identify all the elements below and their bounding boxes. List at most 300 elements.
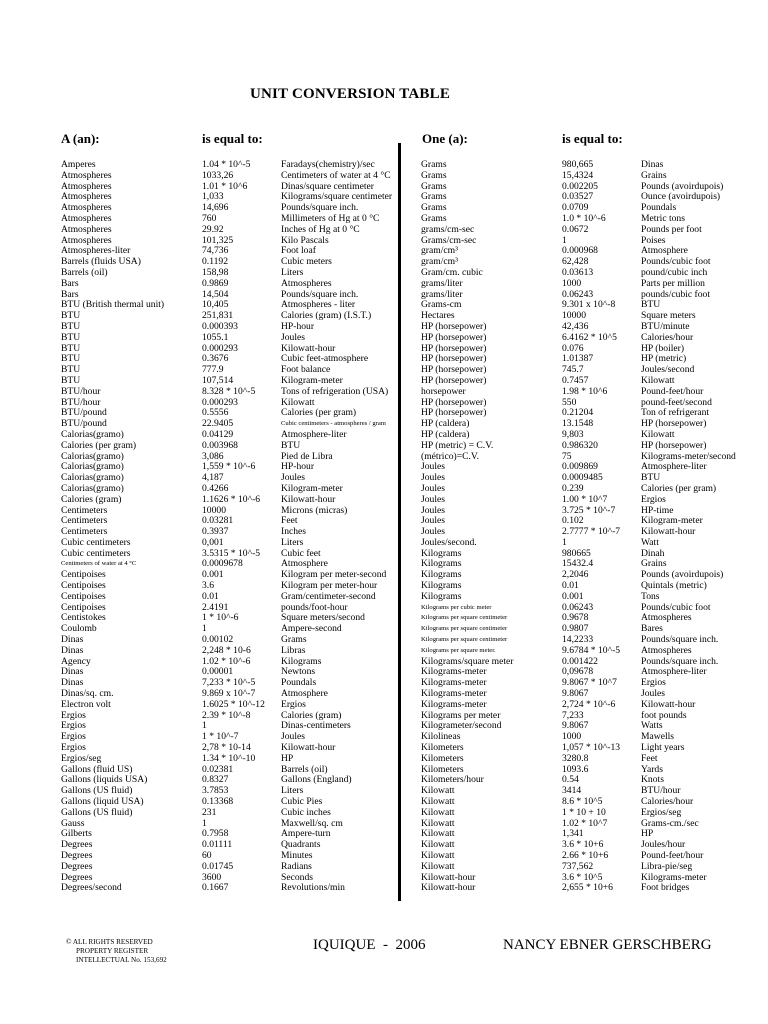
target-unit-cell: Kilo Pascals	[281, 234, 329, 246]
target-unit-cell: Kilowatt	[281, 396, 315, 408]
unit-cell: HP (horsepower)	[421, 320, 487, 332]
target-unit-cell: Watts	[641, 720, 663, 732]
target-unit-cell: Kilogram per meter-hour	[281, 580, 378, 592]
unit-cell: Degrees	[61, 871, 93, 883]
unit-cell: Grams	[421, 169, 447, 181]
target-unit-cell: Liters	[281, 266, 304, 278]
target-unit-cell: HP (horsepower)	[641, 418, 707, 430]
unit-cell: Joules	[421, 461, 445, 473]
unit-cell: Grams	[421, 191, 447, 203]
value-cell: 29.92	[202, 223, 224, 235]
target-unit-cell: Pied de Libra	[281, 450, 333, 462]
target-unit-cell: Yards	[641, 763, 663, 775]
value-cell: 1.6025 * 10^-12	[202, 698, 265, 710]
unit-cell: Atmospheres-liter	[61, 245, 131, 257]
value-cell: 0.0709	[562, 202, 589, 214]
target-unit-cell: Ampere-second	[281, 623, 342, 635]
value-cell: 8.328 * 10^-5	[202, 385, 256, 397]
unit-cell: Cubic centimeters	[61, 547, 131, 559]
value-cell: 1	[202, 817, 207, 829]
unit-cell: Kilograms per square centimeter	[421, 614, 508, 622]
unit-cell: Gallons (liquid USA)	[61, 796, 144, 808]
value-cell: 0.06243	[562, 601, 594, 613]
target-unit-cell: Watt	[641, 536, 659, 548]
target-unit-cell: Ampere-turn	[281, 828, 331, 840]
value-cell: 0.0009485	[562, 472, 603, 484]
target-unit-cell: Pounds/square inch.	[641, 655, 719, 667]
target-unit-cell: Joules	[281, 331, 305, 343]
value-cell: 737,562	[562, 860, 594, 872]
target-unit-cell: pounds/foot-hour	[281, 601, 348, 613]
target-unit-cell: Light years	[641, 742, 685, 754]
copyright-line: INTELLECTUAL No. 153,692	[76, 955, 167, 964]
unit-cell: Kilowatt	[421, 817, 455, 829]
value-cell: 3.6	[202, 580, 214, 592]
unit-cell: Calorias(gramo)	[61, 428, 124, 440]
target-unit-cell: Joules	[281, 731, 305, 743]
unit-cell: Kilograms	[421, 590, 462, 602]
value-cell: 0.01111	[202, 839, 233, 851]
target-unit-cell: Dinas	[641, 159, 664, 170]
target-unit-cell: Maxwell/sq. cm	[281, 817, 343, 829]
unit-cell: Centimeters	[61, 515, 108, 527]
unit-cell: Joules	[421, 493, 445, 505]
left-conversion-row	[61, 225, 401, 236]
value-cell: 3.725 * 10^-7	[562, 504, 616, 516]
right-conversion-row	[421, 570, 761, 581]
unit-cell: Atmospheres	[61, 191, 112, 203]
value-cell: 0.9869	[202, 277, 229, 289]
target-unit-cell: Foot balance	[281, 364, 331, 376]
value-cell: 10000	[202, 504, 226, 516]
column-divider	[398, 143, 401, 901]
left-conversion-row	[61, 495, 401, 506]
target-unit-cell: Inches of Hg at 0 °C	[281, 223, 360, 235]
target-unit-cell: Kilowatt-hour	[281, 342, 336, 354]
target-unit-cell: Ergios/seg	[641, 806, 682, 818]
value-cell: 0.01	[562, 580, 579, 592]
target-unit-cell: pound/cubic inch	[641, 266, 708, 278]
target-unit-cell: Millimeters of Hg at 0 °C	[281, 212, 380, 224]
page-title: UNIT CONVERSION TABLE	[249, 86, 451, 102]
unit-cell: Coulomb	[61, 623, 97, 635]
target-unit-cell: Kilogram-meter	[641, 515, 703, 527]
left-conversion-row	[61, 354, 401, 365]
unit-cell: Kilowatt	[421, 796, 455, 808]
target-unit-cell: Centimeters of water at 4 °C	[281, 169, 391, 181]
value-cell: 14,696	[202, 202, 229, 214]
unit-cell: Amperes	[61, 159, 96, 170]
value-cell: 62,428	[562, 256, 589, 268]
value-cell: 1.00 * 10^7	[562, 493, 608, 505]
target-unit-cell: Atmosphere-liter	[641, 666, 707, 678]
target-unit-cell: BTU/minute	[641, 320, 690, 332]
unit-cell: Hectares	[421, 310, 455, 322]
target-unit-cell: Atmosphere-liter	[641, 461, 707, 473]
target-unit-cell: Kilograms	[281, 655, 322, 667]
unit-cell: Grams	[421, 212, 447, 224]
value-cell: 0.076	[562, 342, 584, 354]
target-unit-cell: HP	[641, 828, 654, 840]
copyright-notice	[66, 938, 167, 964]
unit-cell: Gauss	[61, 817, 85, 829]
value-cell: 9.8067 * 10^7	[562, 677, 617, 689]
unit-cell: Kilometers	[421, 752, 464, 764]
value-cell: 0.04129	[202, 428, 234, 440]
value-cell: 3.5315 * 10^-5	[202, 547, 261, 559]
target-unit-cell: Grams-cm./sec	[641, 817, 699, 829]
target-unit-cell: Kilograms-meter/second	[641, 450, 736, 462]
unit-cell: Atmospheres	[61, 180, 112, 192]
target-unit-cell: Faradays(chemistry)/sec	[281, 159, 375, 170]
target-unit-cell: Liters	[281, 536, 304, 548]
right-unit-header: One (a):	[422, 131, 468, 146]
value-cell: 3.6 * 10+6	[562, 839, 604, 851]
unit-cell: Degrees	[61, 839, 93, 851]
value-cell: 1000	[562, 277, 582, 289]
unit-cell: BTU/hour	[61, 396, 101, 408]
unit-cell: Centipoises	[61, 590, 106, 602]
right-conversion-column	[421, 160, 761, 894]
value-cell: 2,655 * 10+6	[562, 882, 613, 894]
value-cell: 0.4266	[202, 482, 229, 494]
right-conversion-row	[421, 862, 761, 873]
value-cell: 0,09678	[562, 666, 594, 678]
unit-cell: Kilowatt	[421, 860, 455, 872]
target-unit-cell: BTU	[641, 472, 661, 484]
right-conversion-row	[421, 581, 761, 592]
unit-cell: HP (horsepower)	[421, 353, 487, 365]
unit-cell: BTU/hour	[61, 385, 101, 397]
right-conversion-row	[421, 279, 761, 290]
target-unit-cell: Square meters/second	[281, 612, 365, 624]
value-cell: 1.02 * 10^-6	[202, 655, 251, 667]
value-cell: 777.9	[202, 364, 224, 376]
value-cell: 3,086	[202, 450, 224, 462]
unit-cell: Centimeters	[61, 526, 108, 538]
value-cell: 3414	[562, 785, 582, 797]
left-conversion-row	[61, 171, 401, 182]
unit-cell: Kilograms per cubic meter	[421, 603, 492, 611]
target-unit-cell: BTU/hour	[641, 785, 681, 797]
target-unit-cell: Kilogram per meter-second	[281, 569, 387, 581]
right-conversion-row	[421, 268, 761, 279]
target-unit-cell: Pounds/square inch.	[641, 634, 719, 646]
unit-cell: HP (horsepower)	[421, 374, 487, 386]
unit-cell: HP (horsepower)	[421, 364, 487, 376]
target-unit-cell: Ergios	[281, 698, 306, 710]
right-conversion-row	[421, 775, 761, 786]
unit-cell: Kilolineas	[421, 731, 461, 743]
value-cell: 10,405	[202, 299, 229, 311]
right-conversion-row	[421, 883, 761, 894]
target-unit-cell: Joules	[281, 472, 305, 484]
target-unit-cell: Tons	[641, 590, 660, 602]
value-cell: 1093.6	[562, 763, 589, 775]
target-unit-cell: Ton of refrigerant	[641, 407, 710, 419]
right-conversion-row	[421, 300, 761, 311]
unit-cell: Centimeters of water at 4 °C	[61, 560, 137, 568]
unit-cell: Calorias(gramo)	[61, 450, 124, 462]
left-conversion-row	[61, 808, 401, 819]
value-cell: 10000	[562, 310, 586, 322]
value-cell: 1.1626 * 10^-6	[202, 493, 261, 505]
value-cell: 0.00102	[202, 634, 234, 646]
unit-cell: Kilometers	[421, 742, 464, 754]
footer-place-year: IQUIQUE - 2006	[313, 937, 426, 953]
value-cell: 0.00001	[202, 666, 234, 678]
value-cell: 0.1192	[202, 256, 229, 268]
target-unit-cell: Microns (micras)	[281, 504, 348, 516]
unit-cell: grams/cm-sec	[421, 223, 475, 235]
unit-cell: Kilograms per square centimeter	[421, 625, 508, 633]
target-unit-cell: Ergios	[641, 677, 666, 689]
target-unit-cell: Pound-feet/hour	[641, 385, 704, 397]
unit-cell: Atmospheres	[61, 234, 112, 246]
unit-cell: Grams-cm	[421, 299, 462, 311]
value-cell: 0.5556	[202, 407, 229, 419]
target-unit-cell: HP-hour	[281, 320, 315, 332]
unit-cell: Calorias(gramo)	[61, 472, 124, 484]
unit-cell: Gallons (US fluid)	[61, 806, 133, 818]
value-cell: 0.000293	[202, 396, 238, 408]
unit-cell: Grams	[421, 159, 447, 170]
value-cell: 0.1667	[202, 882, 229, 894]
left-conversion-row	[61, 883, 401, 894]
target-unit-cell: Atmospheres	[641, 644, 692, 656]
unit-cell: HP (caldera)	[421, 418, 470, 430]
left-unit-header: A (an):	[61, 131, 100, 146]
left-value-header: is equal to:	[202, 131, 263, 146]
value-cell: 0.239	[562, 482, 584, 494]
unit-cell: Ergios	[61, 731, 86, 743]
unit-cell: Electron volt	[61, 698, 111, 710]
target-unit-cell: Kilograms-meter	[641, 871, 707, 883]
target-unit-cell: HP (metric)	[641, 353, 687, 365]
target-unit-cell: Kilowatt-hour	[641, 526, 696, 538]
value-cell: 3.7853	[202, 785, 229, 797]
value-cell: 0,001	[202, 536, 224, 548]
target-unit-cell: Kilograms/square centimeter	[281, 191, 393, 203]
unit-cell: Centipoises	[61, 601, 106, 613]
unit-cell: Kilograms	[421, 569, 462, 581]
unit-cell: horsepower	[421, 385, 466, 397]
footer-author: NANCY EBNER GERSCHBERG	[503, 937, 712, 953]
target-unit-cell: Mawells	[641, 731, 675, 743]
target-unit-cell: Gram/centimeter-second	[281, 590, 376, 602]
value-cell: 1.34 * 10^-10	[202, 752, 256, 764]
value-cell: 1	[202, 720, 207, 732]
target-unit-cell: Calories (gram) (I.S.T.)	[281, 310, 372, 322]
value-cell: 0.3937	[202, 526, 229, 538]
value-cell: 0.7457	[562, 374, 589, 386]
target-unit-cell: Atmosphere	[641, 245, 688, 257]
target-unit-cell: Foot bridges	[641, 882, 690, 894]
target-unit-cell: Ergios	[641, 493, 666, 505]
value-cell: 2,78 * 10-14	[202, 742, 251, 754]
unit-cell: Kilogrameter/second	[421, 720, 502, 732]
value-cell: 1	[562, 234, 567, 246]
target-unit-cell: Atmospheres	[641, 612, 692, 624]
unit-cell: Kilowatt	[421, 839, 455, 851]
target-unit-cell: Kilogram-meter	[281, 374, 343, 386]
target-unit-cell: Calories (per gram)	[641, 482, 717, 494]
right-conversion-row	[421, 819, 761, 830]
right-value-header: is equal to:	[562, 131, 623, 146]
target-unit-cell: Knots	[641, 774, 664, 786]
target-unit-cell: Inches	[281, 526, 307, 538]
unit-cell: Barrels (fluids USA)	[61, 256, 141, 268]
value-cell: 1055.1	[202, 331, 229, 343]
unit-cell: Bars	[61, 277, 79, 289]
unit-cell: Atmospheres	[61, 212, 112, 224]
left-conversion-column	[61, 160, 401, 894]
left-conversion-row	[61, 387, 401, 398]
value-cell: 0.9678	[562, 612, 589, 624]
target-unit-cell: Cubic centimeters - atmospheres / gram	[281, 420, 386, 428]
unit-cell: Kilograms-meter	[421, 666, 487, 678]
unit-cell: HP (horsepower)	[421, 396, 487, 408]
target-unit-cell: Atmosphere	[281, 688, 328, 700]
value-cell: 1.0 * 10^-6	[562, 212, 606, 224]
unit-cell: Atmospheres	[61, 202, 112, 214]
value-cell: 1.01 * 10^6	[202, 180, 248, 192]
target-unit-cell: Ounce (avoirdupois)	[641, 191, 721, 203]
unit-cell: Dinas	[61, 677, 84, 689]
value-cell: 0.000393	[202, 320, 238, 332]
value-cell: 0.000293	[202, 342, 238, 354]
target-unit-cell: Kilowatt-hour	[281, 493, 336, 505]
value-cell: 231	[202, 806, 217, 818]
target-unit-cell: foot pounds	[641, 709, 687, 721]
right-conversion-row	[421, 419, 761, 430]
value-cell: 1033,26	[202, 169, 234, 181]
left-conversion-row	[61, 862, 401, 873]
value-cell: 13.1548	[562, 418, 594, 430]
value-cell: 1,559 * 10^-6	[202, 461, 256, 473]
value-cell: 0.3676	[202, 353, 229, 365]
left-conversion-row	[61, 268, 401, 279]
unit-cell: Kilograms	[421, 558, 462, 570]
left-conversion-row	[61, 592, 401, 603]
target-unit-cell: Kilowatt	[641, 374, 675, 386]
target-unit-cell: Poises	[641, 234, 666, 246]
value-cell: 0.03613	[562, 266, 594, 278]
unit-cell: Ergios/seg	[61, 752, 102, 764]
target-unit-cell: Calories/hour	[641, 796, 694, 808]
left-conversion-row	[61, 322, 401, 333]
right-conversion-row	[421, 387, 761, 398]
unit-cell: Calorias(gramo)	[61, 482, 124, 494]
target-unit-cell: HP (horsepower)	[641, 439, 707, 451]
unit-cell: BTU/pound	[61, 418, 107, 430]
unit-cell: Ergios	[61, 742, 86, 754]
value-cell: 760	[202, 212, 217, 224]
target-unit-cell: Feet	[281, 515, 298, 527]
right-conversion-row	[421, 613, 761, 624]
value-cell: 101,325	[202, 234, 234, 246]
target-unit-cell: Pounds/cubic foot	[641, 256, 711, 268]
target-unit-cell: Parts per million	[641, 277, 705, 289]
copyright-line: © ALL RIGHTS RESERVED	[66, 938, 153, 946]
unit-cell: BTU	[61, 342, 81, 354]
value-cell: 1000	[562, 731, 582, 743]
unit-cell: HP (horsepower)	[421, 407, 487, 419]
target-unit-cell: pound-feet/second	[641, 396, 712, 408]
unit-cell: Centistokes	[61, 612, 106, 624]
left-conversion-row	[61, 279, 401, 290]
value-cell: 980,665	[562, 159, 594, 170]
target-unit-cell: Dinah	[641, 547, 665, 559]
target-unit-cell: HP-time	[641, 504, 674, 516]
target-unit-cell: Cubic meters	[281, 256, 332, 268]
unit-cell: Joules	[421, 482, 445, 494]
value-cell: 0.001422	[562, 655, 598, 667]
value-cell: 0.102	[562, 515, 584, 527]
value-cell: 0.003968	[202, 439, 238, 451]
target-unit-cell: Joules/hour	[641, 839, 686, 851]
unit-cell: HP (horsepower)	[421, 342, 487, 354]
value-cell: 60	[202, 850, 212, 861]
target-unit-cell: Square meters	[641, 310, 696, 322]
unit-cell: Degrees	[61, 860, 93, 872]
right-conversion-row	[421, 333, 761, 344]
target-unit-cell: Pounds per foot	[641, 223, 702, 235]
unit-cell: Degrees	[61, 850, 93, 861]
value-cell: 1	[202, 623, 207, 635]
target-unit-cell: Kilogram-meter	[281, 482, 343, 494]
target-unit-cell: Bares	[641, 623, 663, 635]
unit-cell: BTU	[61, 374, 81, 386]
unit-cell: Centimeters	[61, 504, 108, 516]
unit-cell: Gilberts	[61, 828, 92, 840]
value-cell: 0.0672	[562, 223, 589, 235]
unit-cell: gram/cm³	[421, 245, 458, 257]
target-unit-cell: Liters	[281, 785, 304, 797]
unit-cell: Kilowatt-hour	[421, 882, 476, 894]
value-cell: 3.6 * 10^5	[562, 871, 603, 883]
right-conversion-row	[421, 506, 761, 517]
unit-cell: HP (caldera)	[421, 428, 470, 440]
unit-cell: BTU	[61, 331, 81, 343]
unit-cell: Calorias(gramo)	[61, 461, 124, 473]
unit-cell: Dinas	[61, 666, 84, 678]
unit-cell: Kilowatt	[421, 828, 455, 840]
unit-cell: HP (metric) = C.V.	[421, 439, 494, 451]
target-unit-cell: Poundals	[281, 677, 317, 689]
unit-cell: Grams	[421, 202, 447, 214]
unit-cell: Grams	[421, 180, 447, 192]
unit-cell: grams/liter	[421, 277, 463, 289]
target-unit-cell: Kilowatt-hour	[281, 742, 336, 754]
unit-cell: Dinas	[61, 634, 84, 646]
unit-cell: Kilometers/hour	[421, 774, 484, 786]
target-unit-cell: Calories/hour	[641, 331, 694, 343]
value-cell: 0.13368	[202, 796, 234, 808]
value-cell: 0.001	[562, 590, 584, 602]
value-cell: 0.000968	[562, 245, 598, 257]
right-conversion-row	[421, 808, 761, 819]
target-unit-cell: Pounds/square inch.	[281, 202, 359, 214]
target-unit-cell: Gallons (England)	[281, 774, 352, 786]
right-conversion-row	[421, 225, 761, 236]
unit-cell: BTU (British thermal unit)	[61, 299, 165, 311]
value-cell: 15,4324	[562, 169, 594, 181]
target-unit-cell: pounds/cubic foot	[641, 288, 711, 300]
value-cell: 1.01387	[562, 353, 594, 365]
target-unit-cell: Libra-pie/seg	[641, 860, 693, 872]
unit-cell: Atmospheres	[61, 169, 112, 181]
